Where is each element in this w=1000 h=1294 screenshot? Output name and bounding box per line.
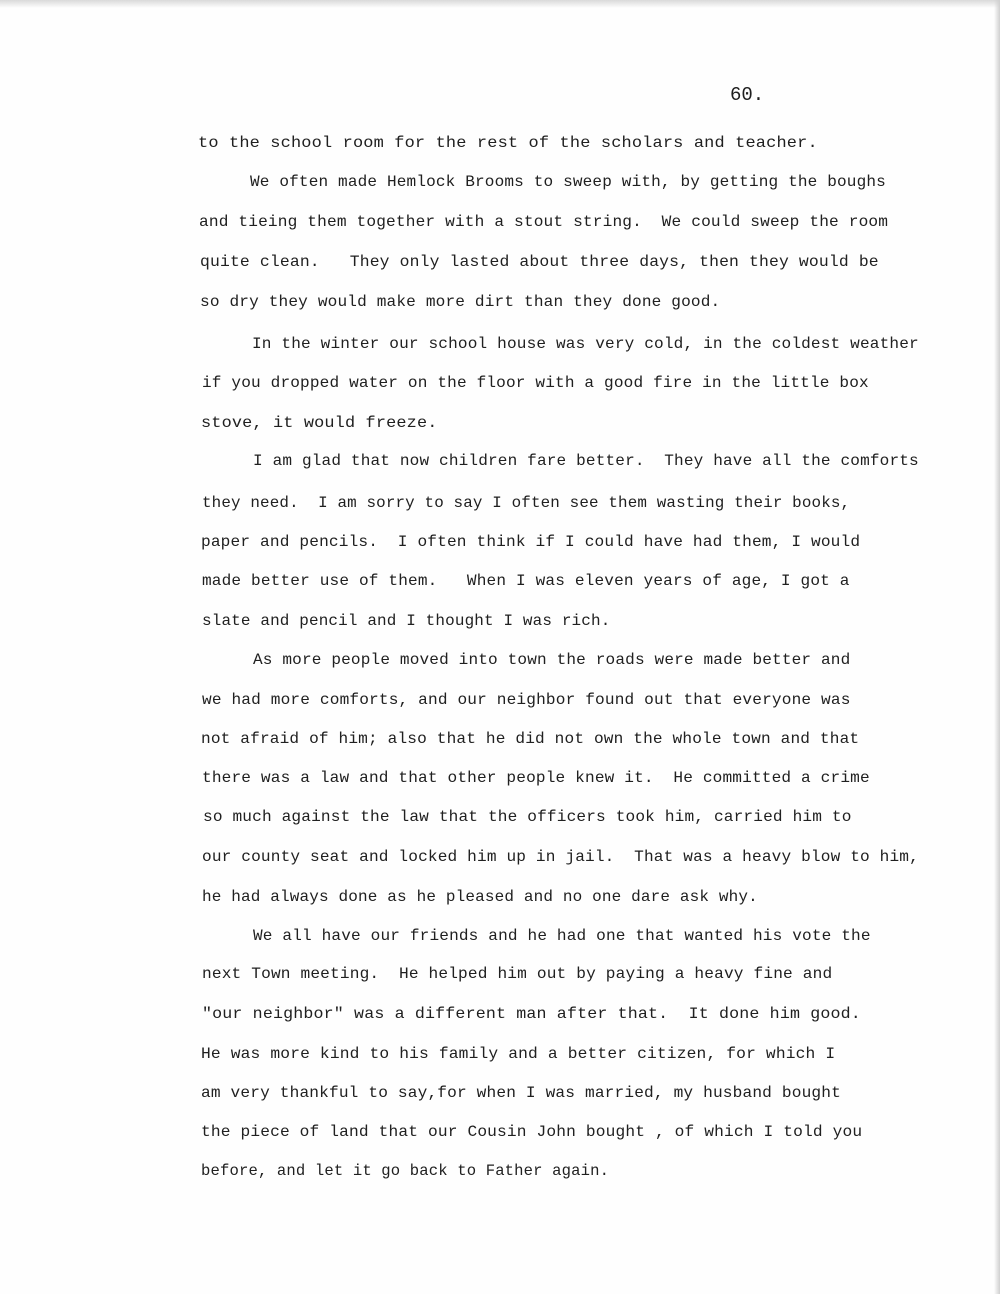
text-line: he had always done as he pleased and no one dare ask why. [202,888,758,906]
text-line: paper and pencils. I often think if I could have had them, I would [201,533,861,551]
text-line: made better use of them. When I was eleven years of age, I got a [202,572,850,590]
text-line: He was more kind to his family and a better citizen, for which I [201,1045,836,1063]
text-line: We often made Hemlock Brooms to sweep with, by getting the boughs [250,173,886,191]
text-line: they need. I am sorry to say I often see them wasting their books, [202,494,851,512]
text-line: "our neighbor" was a different man after that. It done him good. [202,1005,861,1023]
text-line: our county seat and locked him up in jail. That was a heavy blow to him, [202,848,919,866]
text-line: and tieing them together with a stout string. We could sweep the room [199,213,889,231]
text-line: next Town meeting. He helped him out by paying a heavy fine and [202,965,833,983]
text-line: there was a law and that other people knew it. He committed a crime [202,769,870,787]
text-line: quite clean. They only lasted about three days, then they would be [200,253,879,271]
text-line: I am glad that now children fare better. They have all the comforts [253,452,919,470]
text-line: As more people moved into town the roads were made better and [253,651,851,669]
scan-edge-right [994,0,1000,1294]
text-line: stove, it would freeze. [201,414,438,432]
text-line: slate and pencil and I thought I was rich. [202,612,611,630]
text-line: we had more comforts, and our neighbor found out that everyone was [202,691,851,709]
text-line: the piece of land that our Cousin John bought , of which I told you [201,1123,863,1141]
text-line: so dry they would make more dirt than they done good. [200,293,721,311]
text-line: not afraid of him; also that he did not own the whole town and that [201,730,860,748]
text-line: if you dropped water on the floor with a good fire in the little box [202,374,869,392]
text-line: We all have our friends and he had one that wanted his vote the [253,927,871,945]
text-line: am very thankful to say,for when I was married, my husband bought [201,1084,841,1102]
page-number: 60. [730,84,765,106]
text-line: In the winter our school house was very cold, in the coldest weather [252,335,919,353]
text-line: before, and let it go back to Father again. [201,1162,610,1180]
scan-edge-top [0,0,1000,8]
text-line: to the school room for the rest of the scholars and teacher. [198,134,818,152]
text-line: so much against the law that the officers took him, carried him to [203,808,852,826]
